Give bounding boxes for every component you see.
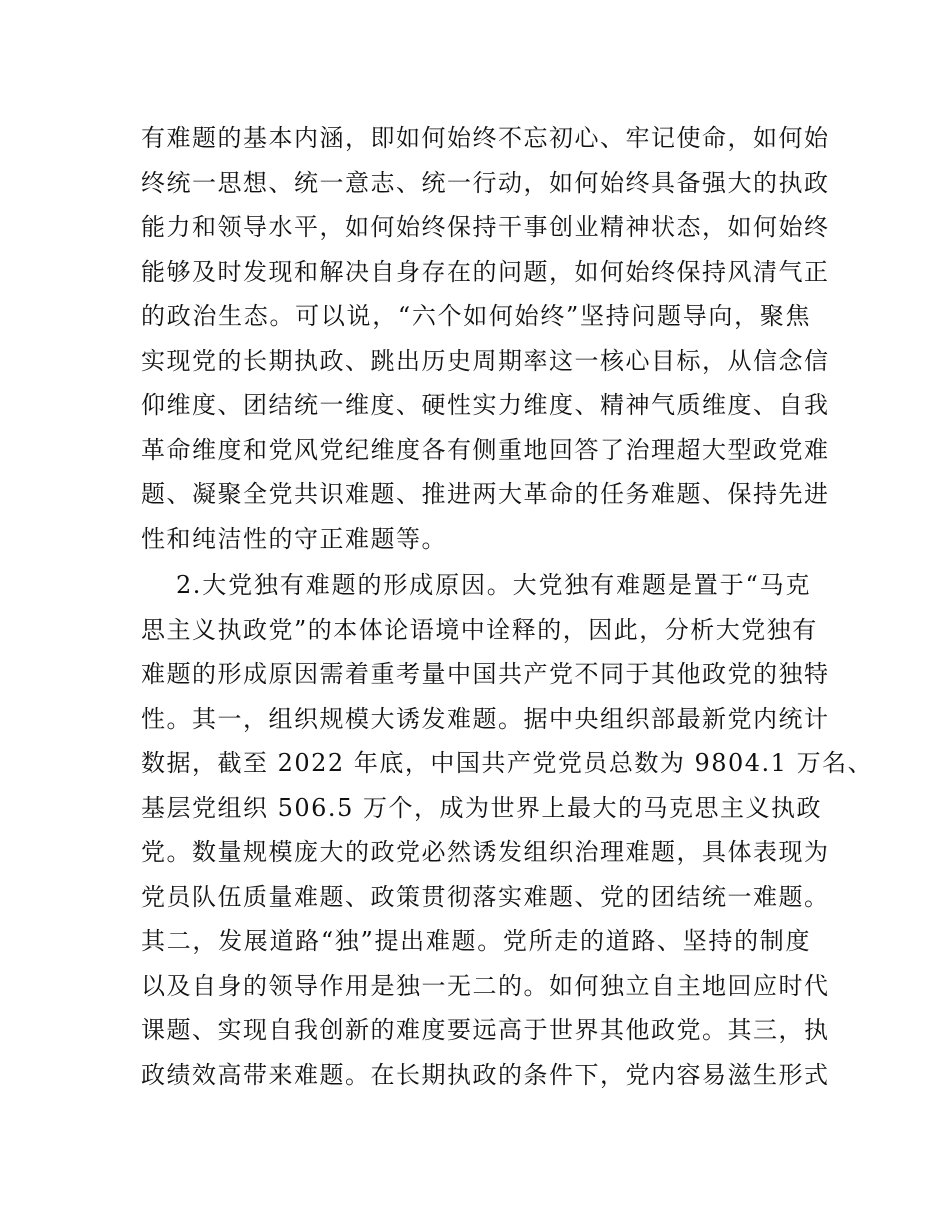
paragraph-line: 课题、实现自我创新的难度要远高于世界其他政党。其三，执 bbox=[141, 1016, 830, 1044]
paragraph-line: 难题的形成原因需着重考量中国共产党不同于其他政党的独特 bbox=[141, 660, 830, 688]
paragraph-line: 能力和领导水平，如何始终保持干事创业精神状态，如何始终 bbox=[141, 213, 830, 241]
paragraph-line: 题、凝聚全党共识难题、推进两大革命的任务难题、保持先进 bbox=[141, 480, 830, 508]
paragraph-line: 思主义执政党”的本体论语境中诠释的，因此，分析大党独有 bbox=[141, 615, 818, 644]
paragraph-line-first: 2.大党独有难题的形成原因。大党独有难题是置于“马克 bbox=[176, 571, 811, 599]
paragraph-line: 党。数量规模庞大的政党必然诱发组织治理难题，具体表现为 bbox=[141, 838, 830, 866]
paragraph-line-last: 性和纯洁性的守正难题等。 bbox=[141, 524, 447, 553]
paragraph-line: 终统一思想、统一意志、统一行动，如何始终具备强大的执政 bbox=[141, 168, 830, 197]
paragraph-line: 其二，发展道路“独”提出难题。党所走的道路、坚持的制度 bbox=[141, 927, 811, 955]
paragraph-1 bbox=[141, 116, 830, 561]
paragraph-line: 数据，截至 2022 年底，中国共产党党员总数为 9804.1 万名、 bbox=[141, 749, 874, 777]
paragraph-line: 革命维度和党风党纪维度各有侧重地回答了治理超大型政党难 bbox=[141, 435, 830, 464]
paragraph-line: 仰维度、团结统一维度、硬性实力维度、精神气质维度、自我 bbox=[141, 391, 830, 419]
paragraph-line: 实现党的长期执政、跳出历史周期率这一核心目标，从信念信 bbox=[141, 346, 830, 375]
paragraph-line: 有难题的基本内涵，即如何始终不忘初心、牢记使命，如何始 bbox=[141, 124, 830, 152]
paragraph-line: 性。其一，组织规模大诱发难题。据中央组织部最新党内统计 bbox=[141, 704, 830, 733]
paragraph-line: 以及自身的领导作用是独一无二的。如何独立自主地回应时代 bbox=[141, 971, 830, 1000]
paragraph-2 bbox=[141, 563, 874, 1097]
paragraph-line: 党员队伍质量难题、政策贯彻落实难题、党的团结统一难题。 bbox=[141, 882, 830, 911]
paragraph-line: 基层党组织 506.5 万个，成为世界上最大的马克思主义执政 bbox=[141, 793, 822, 822]
paragraph-line: 政绩效高带来难题。在长期执政的条件下，党内容易滋生形式 bbox=[141, 1060, 830, 1089]
paragraph-line: 能够及时发现和解决自身存在的问题，如何始终保持风清气正 bbox=[141, 257, 830, 286]
paragraph-line: 的政治生态。可以说，“六个如何始终”坚持问题导向，聚焦 bbox=[141, 302, 811, 330]
